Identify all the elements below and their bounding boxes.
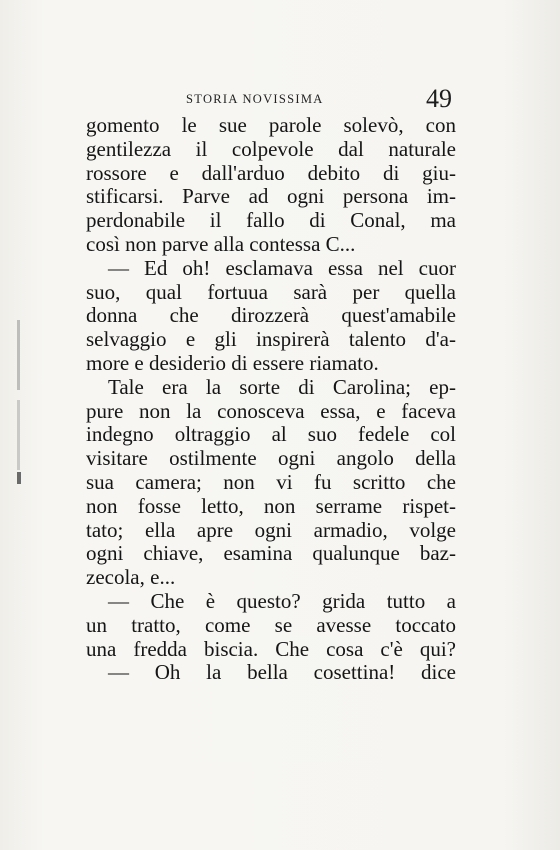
text-line: — Ed oh! esclamava essa nel cuor — [108, 255, 456, 280]
binding-shadow — [17, 320, 20, 390]
page-number: 49 — [426, 84, 452, 113]
text-line: Tale era la sorte di Carolina; ep- — [108, 374, 456, 399]
text-line: gomento le sue parole solevò, con — [86, 113, 456, 137]
text-line: zecola, e... — [86, 565, 176, 590]
running-head: STORIA NOVISSIMA — [186, 92, 324, 106]
binding-shadow-lower — [17, 400, 20, 470]
text-line: stificarsi. Parve ad ogni persona im- — [86, 184, 456, 209]
text-line: rossore e dall'arduo debito di giu- — [86, 160, 456, 185]
text-line: tato; ella apre ogni armadio, volge — [86, 517, 456, 542]
text-line: pure non la conosceva essa, e faceva — [86, 398, 456, 423]
text-line: gentilezza il colpevole dal naturale — [86, 136, 456, 161]
text-line: suo, qual fortuua sarà per quella — [86, 279, 456, 304]
text-line: more e desiderio di essere riamato. — [86, 350, 379, 375]
text-line: — Che è questo? grida tutto a — [108, 588, 456, 613]
text-line: donna che dirozzerà quest'amabile — [86, 303, 456, 328]
text-line: — Oh la bella cosettina! dice — [108, 660, 456, 685]
text-line: ogni chiave, esamina qualunque baz- — [86, 541, 456, 566]
text-line: sua camera; non vi fu scritto che — [86, 469, 456, 494]
text-line: visitare ostilmente ogni angolo della — [86, 446, 456, 471]
text-line: perdonabile il fallo di Conal, ma — [86, 208, 456, 233]
text-line: una fredda biscia. Che cosa c'è qui? — [86, 636, 456, 661]
text-line: un tratto, come se avesse toccato — [86, 612, 456, 637]
text-line: non fosse letto, non serrame rispet- — [86, 493, 456, 518]
text-line: così non parve alla contessa C... — [86, 231, 356, 256]
body-text — [86, 114, 456, 685]
text-line: indegno oltraggio al suo fedele col — [86, 422, 456, 447]
text-line: selvaggio e gli inspirerà talento d'a- — [86, 327, 456, 352]
binding-mark — [17, 472, 21, 484]
